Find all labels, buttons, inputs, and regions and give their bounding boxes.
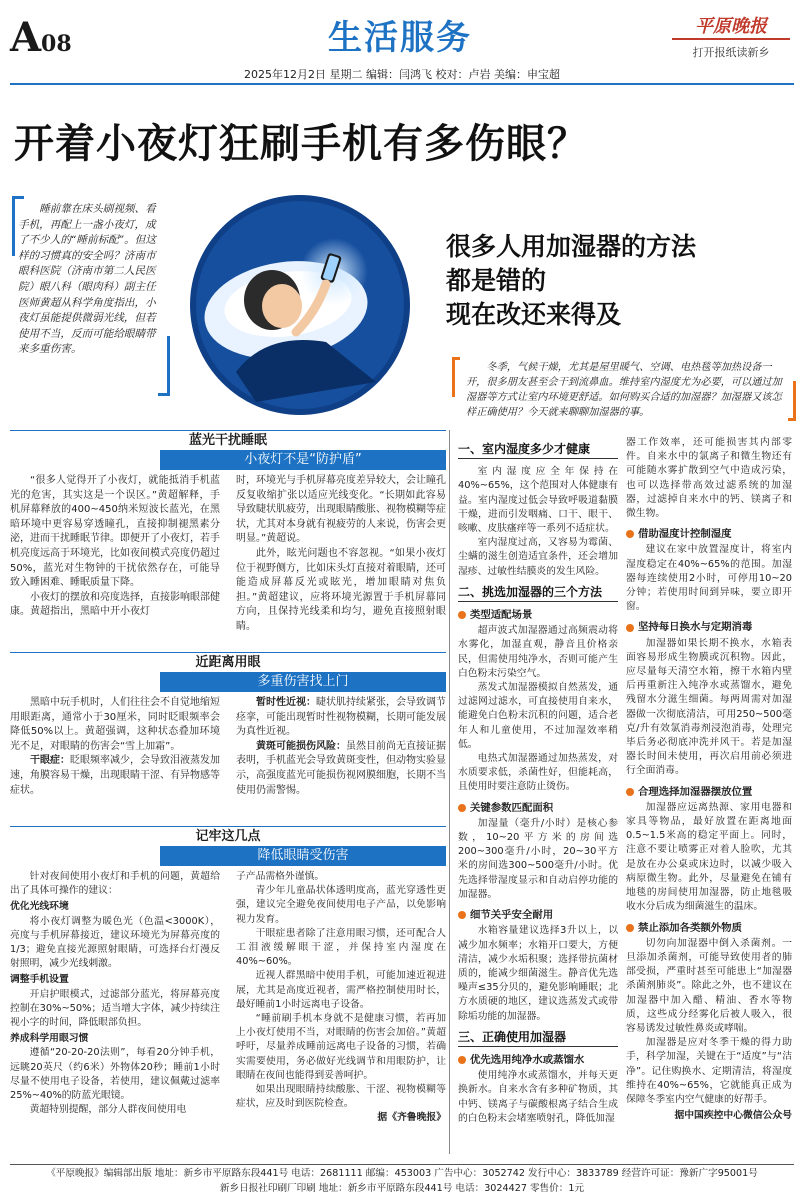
- article2-headline: [446, 230, 786, 332]
- bullet-dot-icon: [626, 624, 634, 632]
- paragraph: 切勿向加湿器中倒入杀菌剂。一旦添加杀菌剂，可能导致使用者的肺部受损，严重时甚至可能患上“加湿器杀菌剂肺炎”。除此之外，也不建议在加湿器中加入醋、精油、香水等物质，这些成分经雾化后被人吸入，很容易诱发过敏性鼻炎或哮喘。: [626, 937, 792, 1034]
- subheading-text: 借助湿度计控制湿度: [638, 528, 732, 541]
- section-subtitle: 多重伤害找上门: [160, 672, 446, 692]
- lead-bracket-top: [12, 196, 24, 256]
- page-num: 08: [41, 31, 72, 57]
- tip-heading: 优化光线环境: [10, 901, 69, 913]
- paragraph: 加湿器如果长期不换水，水箱表面容易形成生物膜或沉积物。因此，应尽量每天清空水箱，擦干水箱内壁后再重新注入纯净水或蒸馏水，避免残留水分滋生细菌。每两周需对加湿器做一次彻底清洁，可用250~500毫克/升有效氯消毒剂浸泡消毒，处理完毕后务必彻底冲洗并风干。若是加湿器长时间未使用，再次启用前必须进行全面消毒。: [626, 637, 792, 777]
- paragraph: 建议在家中放置湿度计，将室内湿度稳定在40%~65%的范围。加湿器每连续使用2小时，可停用10~20分钟；若使用时间到异味，要立即开窗。: [626, 544, 792, 613]
- bold-label: 黄斑可能损伤风险：: [256, 740, 346, 752]
- bullet-dot-icon: [458, 611, 466, 619]
- lead-text: 睡前靠在床头刷视频、看手机，再配上一盏小夜灯，成了不少人的“睡前标配”。但这样的习惯真的安全吗？济南市眼科医院（济南市第二人民医院）眼八科（眼肉科）副主任医师黄超从科学角度指出，小夜灯虽能提供微弱光线，但若使用不当，反而可能给眼睛带来多重伤害。: [18, 203, 156, 356]
- paragraph: 小夜灯的摆放和亮度选择，直接影响眼部健康。黄超指出，黑暗中开小夜灯: [10, 591, 220, 618]
- paragraph: 蒸发式加湿器模拟自然蒸发，通过滤网过滤水，可直接使用自来水，能避免白色粉末沉积的问题，适合老年人和儿童使用，不过加湿效率稍低。: [458, 682, 618, 750]
- article-source: 据《齐鲁晚报》: [377, 1112, 446, 1124]
- section-blue-light: [10, 428, 446, 632]
- article2-intro-text: 冬季，气候干燥，尤其是屋里暖气、空调、电热毯等加热设备一开，很多朋友甚至会干到流鼻血。维持室内湿度尤为必要，可以通过加湿器等方式让室内环境更舒适。如何购买合适的加湿器？加湿器又该怎样正确使用？今天就来聊聊加湿器的事。: [466, 362, 782, 418]
- paragraph: 将小夜灯调整为暖色光（色温<3000K），亮度与手机屏幕接近，建议环境光为屏幕亮度的1/3；避免直接光源照射眼睛，可选择台灯漫反射照明，减少光线刺激。: [10, 915, 220, 970]
- header-rule: [10, 83, 794, 85]
- paragraph: 黄超特别提醒，部分人群夜间使用电: [29, 1104, 187, 1116]
- column-right: [236, 870, 446, 1126]
- article2-subheading: [626, 921, 792, 935]
- section-header: [10, 428, 446, 470]
- paragraph-text: 睫状肌持续紧张，会导致调节痉挛，可能出现暂时性视物模糊，长期可能发展为真性近视。: [236, 697, 446, 738]
- article2-subheading: [626, 527, 792, 541]
- section-body: [10, 870, 446, 1126]
- bullet-dot-icon: [626, 924, 634, 932]
- article2-heading: 三、正确使用加湿器: [458, 1030, 618, 1047]
- logo-text: 平原晚报: [672, 14, 790, 40]
- section-header: [10, 824, 446, 866]
- paragraph: “很多人觉得开了小夜灯，就能抵消手机蓝光的危害，其实这是一个误区。”黄超解释，手机屏幕释放的400~450纳米短波长蓝光，在黑暗环境中更容易穿透瞳孔，直接抑制褪黑素分泌，进而干扰睡眠节律。即便开了小夜灯，若手机亮度远高于环境光，比如夜间模式亮度仍超过50%，蓝光对生物钟的干扰依然存在，可能导致入睡困难、睡眠质量下降。: [10, 475, 220, 589]
- paragraph: “睡前刷手机本身就不是健康习惯，若再加上小夜灯使用不当，对眼睛的伤害会加倍。”黄超呼吁，尽量养成睡前远离电子设备的习惯，若确实需要使用，务必做好光线调节和用眼防护，让眼睛在夜间也能得到妥善呵护。: [236, 1013, 446, 1081]
- paragraph: 遵循“20-20-20法则”，每看20分钟手机，远眺20英尺（约6米）外物体20秒；睡前1小时尽量不使用电子设备，若使用，建议佩戴过滤率25%~40%的防蓝光眼镜。: [10, 1047, 220, 1102]
- illustration-phone-in-bed: [176, 192, 424, 418]
- article2-subheading: [458, 1053, 618, 1067]
- paragraph: 器工作效率，还可能损害其内部零件。自来水中的氯离子和微生物还有可能随水雾扩散到空气中造成污染，也可以选择带高效过滤系统的加湿器，过滤掉自来水中的钙、镁离子和微生物。: [626, 437, 792, 520]
- subheading-text: 禁止添加各类额外物质: [638, 921, 742, 934]
- bullet-dot-icon: [626, 788, 634, 796]
- subheading-text: 合理选择加湿器摆放位置: [638, 785, 753, 798]
- paragraph: 如果出现眼睛持续酸胀、干涩、视物模糊等症状，应及时到医院检查。: [236, 1084, 446, 1110]
- paragraph: 加湿量（毫升/小时）是核心参数，10~20平方米的房间选200~300毫升/小时，20~30平方米的房间选300~500毫升/小时。优先选择带湿度显示和自动启停功能的加湿器。: [458, 817, 618, 900]
- section-close-range: [10, 650, 446, 796]
- article-lead: [12, 196, 170, 396]
- paragraph: 水箱容量建议选择3升以上，以减少加水频率；水箱开口要大，方便清洁，减少水垢积聚；选择带抗菌材质的，能减少细菌滋生。静音优先选噪声≤35分贝的，避免影响睡眠；北方水质硬的地区，建议选蒸发式或带除垢功能的加湿器。: [458, 925, 618, 1022]
- column-right: [236, 696, 446, 798]
- subheading-text: 细节关乎安全耐用: [470, 909, 554, 922]
- paragraph: 室内湿度应全年保持在40%~65%，这个范围对人体健康有益。室内湿度过低会导致呼吸道黏膜干燥，进而引发咽痛、口干、眼干、咳嗽、皮肤瘙痒等一系列不适症状。: [458, 466, 618, 535]
- bullet-dot-icon: [626, 530, 634, 538]
- paragraph: 时，环境光与手机屏幕亮度差异较大，会让瞳孔反复收缩扩张以适应光线变化。“长期如此容易导致睫状肌疲劳，出现眼睛酸胀、视物模糊等症状，尤其对本身就有视疲劳的人来说，伤害会更明显。”黄超说。: [236, 475, 446, 545]
- subheading-text: 关键参数匹配面积: [470, 801, 554, 814]
- section-title: 记牢这几点: [10, 826, 446, 846]
- bullet-dot-icon: [458, 1056, 466, 1064]
- bullet-dot-icon: [458, 911, 466, 919]
- article2-headline-line3: 现在改还来得及: [446, 300, 622, 329]
- bold-label: 干眼症：: [30, 755, 70, 767]
- article2-subheading: [458, 908, 618, 922]
- article2-column-right: [626, 436, 792, 1123]
- section-title: 生活服务: [328, 18, 472, 58]
- paragraph: [236, 696, 446, 740]
- paragraph: 青少年儿童晶状体透明度高，蓝光穿透性更强，建议完全避免夜间使用电子产品，以免影响视力发育。: [236, 885, 446, 925]
- bold-label: 暂时性近视：: [256, 697, 316, 708]
- paragraph: 黑暗中玩手机时，人们往往会不自觉地缩短用眼距离，通常小于30厘米，同时眨眼频率会降低50%以上。黄超强调，这种状态叠加环境光不足，对眼睛的伤害会“雪上加霜”。: [10, 697, 220, 752]
- footer-rule: [10, 1164, 794, 1165]
- paragraph: 加湿器是应对冬季干燥的得力助手，科学加湿，关键在于“适度”与“洁净”。记住购换水、定期清洁，将湿度维持在40%~65%，它就能真正成为保障冬季室内空气健康的好帮手。: [626, 1037, 792, 1105]
- paragraph: 电热式加湿器通过加热蒸发，对水质要求低，杀菌性好，但能耗高，且使用时要注意防止烫伤。: [458, 753, 618, 793]
- paragraph: 加湿器应远离热源、家用电器和家具等物品，最好放置在距离地面0.5~1.5米高的稳定平面上。同时，注意不要让喷雾正对着人脸吹，尤其是放在办公桌或床边时，以减少吸入病原微生物。此外，尽量避免在铺有地毯的房间使用加湿器，防止地毯吸收水分后成为细菌滋生的温床。: [626, 801, 792, 913]
- article2-headline-line2: 都是错的: [446, 266, 547, 295]
- section-subtitle: 降低眼睛受伤害: [160, 846, 446, 866]
- section-tips: [10, 824, 446, 1124]
- section-body: [10, 474, 446, 635]
- bed-illustration-icon: [176, 192, 424, 418]
- footer: [0, 1166, 804, 1196]
- article2-headline-line1: 很多人用加湿器的方法: [446, 232, 697, 261]
- article2-subheading: [458, 608, 618, 622]
- lead-bracket-bottom: [158, 336, 170, 396]
- paragraph: 开启护眼模式，过滤部分蓝光，将屏幕亮度控制在30%~50%；适当增大字体，减少持续注视小字的时间，降低眼部负担。: [10, 988, 220, 1029]
- column-left: [10, 474, 220, 635]
- footer-line1: 《平原晚报》编辑部出版 地址：新乡市平原路东段441号 电话：2681111 邮编：453003 广告中心：3052742 发行中心：3833789 经营许可证：豫新广字95001号: [46, 1168, 758, 1179]
- paragraph-text: 虽然目前尚无直接证据表明，手机蓝光会导致黄斑变性，但动物实验显示，高强度蓝光可能损伤视网膜细胞，长期不当使用仍需警惕。: [236, 740, 446, 796]
- intro-bracket-right: [788, 381, 796, 421]
- article2-subheading: [458, 801, 618, 815]
- article2-source: 据中国疾控中心微信公众号: [674, 1110, 792, 1122]
- article2-heading: 一、室内湿度多少才健康: [458, 442, 618, 459]
- tip-heading: 养成科学用眼习惯: [10, 1033, 89, 1045]
- intro-bracket-left: [452, 357, 460, 397]
- paragraph: 室内湿度过高，又容易为霉菌、尘螨的滋生创造适宜条件，还会增加湿疹、过敏性结膜炎的发生风险。: [458, 537, 618, 577]
- section-subtitle: 小夜灯不是“防护盾”: [160, 450, 446, 470]
- tip-heading: 调整手机设置: [10, 974, 69, 986]
- paragraph: 此外，眩光问题也不容忽视。“如果小夜灯位于视野侧方，比如床头灯直接对着眼睛，还可能造成屏幕反光或眩光，增加眼睛对焦负担。”黄超建议，应将环境光源置于手机屏幕同方向，且保持光线柔和均匀，避免直接照射眼睛。: [236, 547, 446, 632]
- paragraph: 子产品需格外谨慎。: [236, 871, 325, 882]
- paragraph: [10, 754, 220, 798]
- article2-heading: 二、挑选加湿器的三个方法: [458, 585, 618, 602]
- paragraph: 近视人群黑暗中使用手机，可能加速近视进展，尤其是高度近视者，需严格控制使用时长，最好睡前1小时远离电子设备。: [236, 970, 446, 1010]
- paragraph: [236, 740, 446, 798]
- column-left: [10, 870, 220, 1126]
- article2-column-left: [458, 436, 618, 1126]
- section-title: 蓝光干扰睡眠: [10, 430, 446, 450]
- paragraph-text: 眨眼频率减少，会导致泪液蒸发加速，角膜容易干燥，出现眼睛干涩、有异物感等症状。: [10, 755, 220, 796]
- page-letter: A: [10, 14, 42, 61]
- article2-subheading: [626, 785, 792, 799]
- subheading-text: 类型适配场景: [470, 609, 533, 622]
- section-header: [10, 650, 446, 692]
- article2-intro: [458, 357, 792, 421]
- article-headline: 开着小夜灯狂刷手机有多伤眼？: [14, 121, 588, 167]
- footer-line2: 新乡日报社印刷厂印刷 地址：新乡市平原路东段441号 电话：3024427 零售价：1元: [219, 1183, 585, 1194]
- column-left: [10, 696, 220, 798]
- newspaper-logo: [672, 14, 790, 58]
- bullet-dot-icon: [458, 804, 466, 812]
- subheading-text: 坚持每日换水与定期消毒: [638, 621, 753, 634]
- paragraph: 针对夜间使用小夜灯和手机的问题，黄超给出了具体可操作的建议：: [10, 871, 220, 897]
- column-divider: [449, 430, 450, 1154]
- column-right: [236, 474, 446, 635]
- logo-slogan: 打开报纸读新乡: [692, 46, 770, 59]
- paragraph: 使用纯净水或蒸馏水，并每天更换新水。自来水含有多种矿物质，其中钙、镁离子与碳酸根离子结合生成的白色粉末会堵塞喷射孔，降低加湿: [458, 1070, 618, 1124]
- article2-subheading: [626, 620, 792, 634]
- section-title: 近距离用眼: [10, 652, 446, 672]
- dateline: 2025年12月2日 星期二 编辑：闫鸿飞 校对：卢岩 美编：申宝超: [244, 68, 560, 81]
- subheading-text: 优先选用纯净水或蒸馏水: [470, 1053, 585, 1066]
- page-number: [10, 16, 72, 66]
- section-body: [10, 696, 446, 798]
- paragraph: 超声波式加湿器通过高频震动将水雾化，加湿直观，静音且价格亲民，但需使用纯净水，否则可能产生白色粉末污染空气。: [458, 625, 618, 679]
- paragraph: 干眼症患者除了注意用眼习惯，还可配合人工泪液缓解眼干涩，并保持室内湿度在40%~60%。: [236, 927, 446, 968]
